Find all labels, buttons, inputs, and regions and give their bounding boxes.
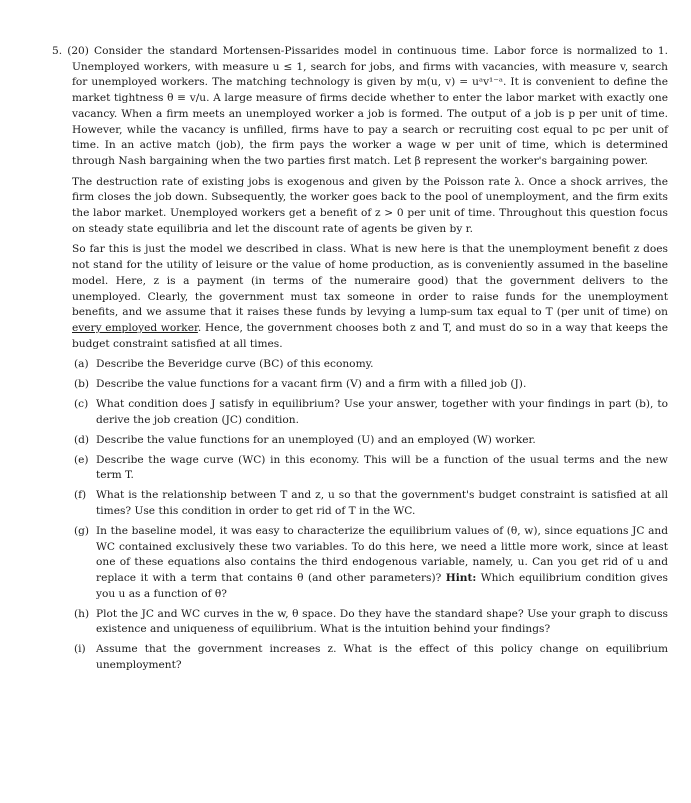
question-g [74, 524, 668, 603]
question-list [74, 357, 668, 673]
question-label: (f) [74, 489, 87, 502]
question-c [74, 397, 668, 428]
question-f [74, 488, 668, 519]
hint-label: Hint: [445, 571, 477, 584]
question-label: (i) [74, 643, 86, 656]
problem-paragraph-3-end: . Hence, the government chooses both z and T, and must do so in a way that keeps the budget constraint satisfied at all times. [72, 321, 668, 350]
question-label: (d) [74, 433, 90, 446]
question-text: Describe the wage curve (WC) in this economy. This will be a function of the usual terms and the new term T. [96, 453, 668, 482]
question-text: Describe the value functions for an unemployed (U) and an employed (W) worker. [96, 433, 536, 446]
question-b [74, 377, 668, 393]
question-e [74, 453, 668, 484]
question-text: Plot the JC and WC curves in the w, θ space. Do they have the standard shape? Use your graph to discuss existence and uniqueness of equilibrium. What is the intuition behind your findings? [96, 607, 668, 636]
question-label: (e) [74, 453, 89, 466]
hint-text: Which equilibrium condition gives you u as a function of θ? [96, 571, 668, 600]
problem-intro-paragraph [52, 44, 668, 170]
question-text: Assume that the government increases z. What is the effect of this policy change on equilibrium unemployment? [96, 643, 668, 671]
question-text: In the baseline model, it was easy to characterize the equilibrium values of (θ, w), since equations JC and WC contained exclusively these two variables. To do this here, we need a little more work, since at least one of these equations also contains the third endogenous variable, namely, u. Can you get rid of u and replace it with a term that contains θ (and other parameters)? [96, 524, 668, 584]
problem-paragraph-3 [72, 242, 668, 352]
question-label: (c) [74, 398, 89, 411]
problem-document [52, 44, 668, 678]
question-text-wrap [96, 524, 668, 603]
problem-paragraph-1: Consider the standard Mortensen-Pissarides model in continuous time. Labor force is normalized to 1. Unemployed workers, with measure u ≤ 1, search for jobs, and firms with vacancies, with measure v, search for unemployed workers. The matching technology is given by m(u, v) = uᵃv¹⁻ᵃ. It is convenient to define the market tightness θ ≡ v/u. A large measure of firms decide whether to enter the labor market with exactly one vacancy. When a firm meets an unemployed worker a job is formed. The output of a job is p per unit of time. However, while the vacancy is unfilled, firms have to pay a search or recruiting cost equal to pc per unit of time. In an active match (job), the firm pays the worker a wage w per unit of time, which is determined through Nash bargaining when the two parties first match. Let β represent the worker's bargaining power. [72, 45, 668, 167]
question-a [74, 357, 668, 373]
problem-number: 5. [52, 45, 63, 57]
question-label: (g) [74, 524, 90, 537]
question-text: What condition does J satisfy in equilibrium? Use your answer, together with your findings in part (b), to derive the job creation (JC) condition. [96, 398, 668, 426]
underlined-phrase: every employed worker [72, 321, 198, 334]
question-d [74, 433, 668, 449]
question-h [74, 607, 668, 638]
problem-paragraph-2: The destruction rate of existing jobs is exogenous and given by the Poisson rate λ. Once a shock arrives, the firm closes the job down. Subsequently, the worker goes back to the pool of unemployment, and the firm exits the labor market. Unemployed workers get a benefit of z > 0 per unit of time. Throughout this question focus on steady state equilibria and let the discount rate of agents be given by r. [72, 175, 668, 235]
question-i [74, 642, 668, 673]
question-label: (h) [74, 607, 90, 620]
question-text: What is the relationship between T and z, u so that the government's budget constraint is satisfied at all times? Use this condition in order to get rid of T in the WC. [96, 489, 668, 517]
question-text: Describe the Beveridge curve (BC) of this economy. [96, 358, 374, 371]
question-text: Describe the value functions for a vacant firm (V) and a firm with a filled job (J). [96, 378, 527, 391]
question-label: (b) [74, 378, 90, 391]
problem-points: (20) [67, 45, 89, 57]
question-label: (a) [74, 358, 89, 371]
problem-paragraph-3-start: So far this is just the model we described in class. What is new here is that the unemployment benefit z does not stand for the utility of leisure or the value of home production, as is conveniently assumed in the baseline model. Here, z is a payment (in terms of the numeraire good) that the government delivers to the unemployed. Clearly, the government must tax someone in order to raise funds for the unemployment benefits, and we assume that it raises these funds by levying a lump-sum tax equal to T (per unit of time) on [72, 243, 668, 319]
